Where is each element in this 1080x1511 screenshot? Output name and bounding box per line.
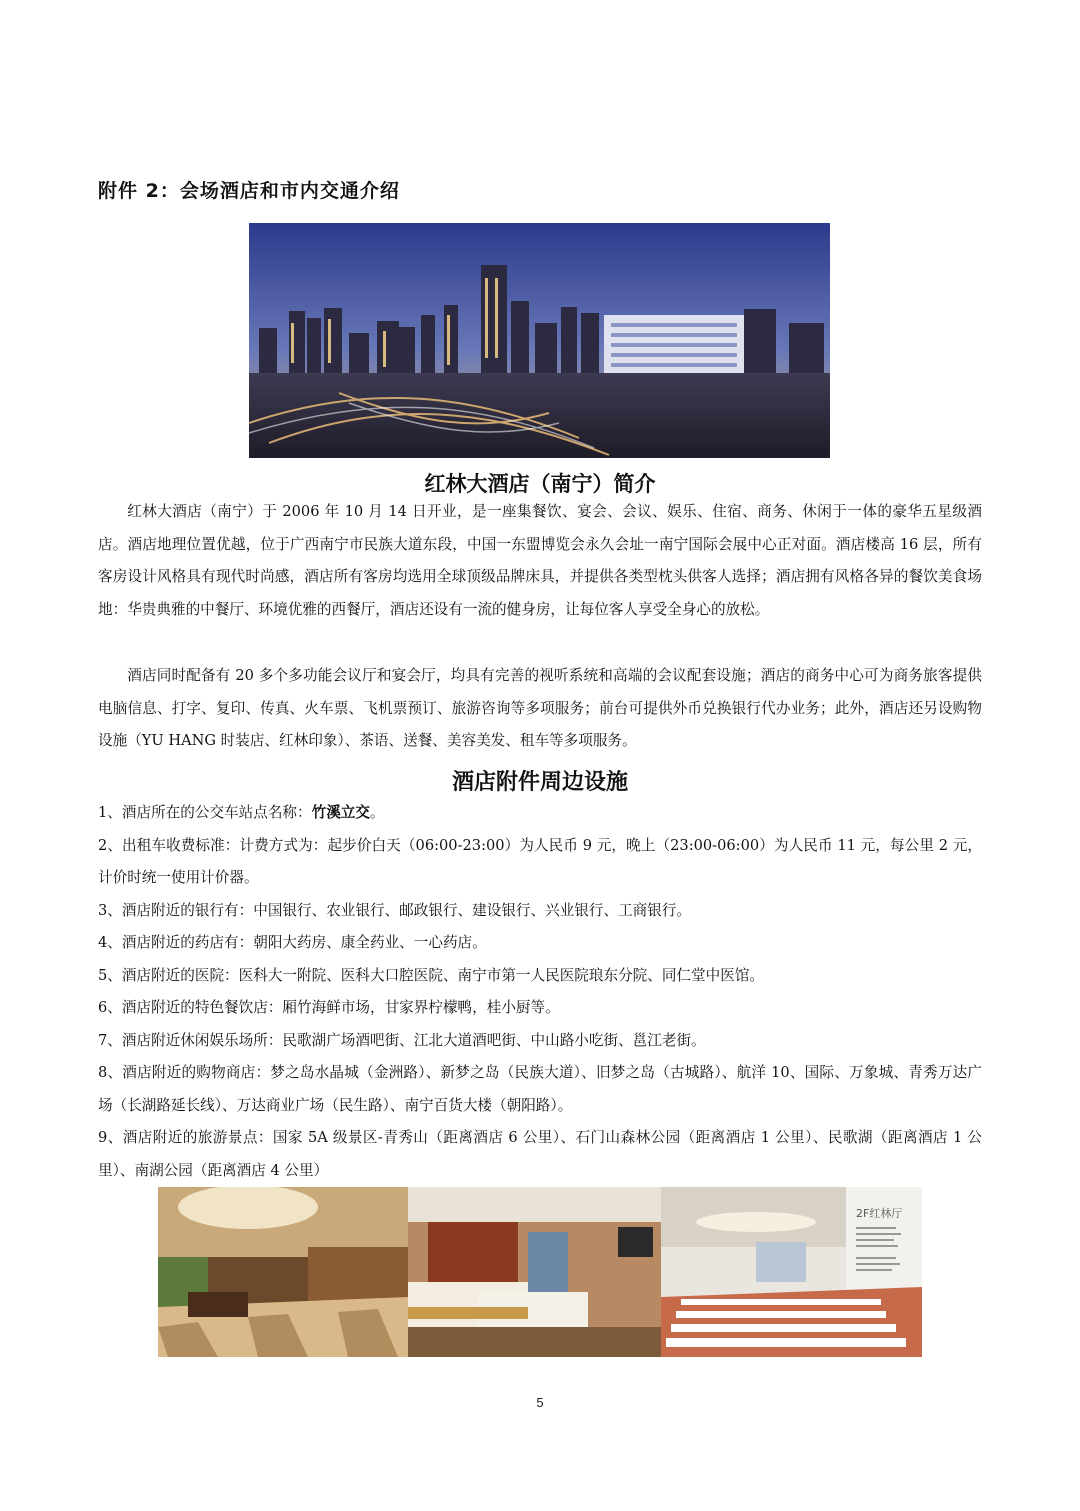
intro-title: 红林大酒店（南宁）简介 bbox=[424, 472, 656, 496]
bus-stop-name: 竹溪立交 bbox=[311, 804, 370, 821]
list-item: 4、酒店附近的药店有：朝阳大药房、康全药业、一心药店。 bbox=[98, 934, 487, 951]
hall-name-label: 2F红林厅 bbox=[856, 1207, 903, 1220]
list-item bbox=[98, 797, 982, 830]
list-item: 2、出租车收费标准：计费方式为：起步价白天（06:00-23:00）为人民币 9 元，晚上（23:00-06:00）为人民币 11 元，每公里 2 元，计价时统一使用计价器。 bbox=[98, 836, 982, 886]
list-item: 6、酒店附近的特色餐饮店：厢竹海鲜市场，甘家界柠檬鸭，桂小厨等。 bbox=[98, 999, 560, 1016]
bus-stop-label: 1、酒店所在的公交车站点名称： bbox=[98, 804, 312, 821]
list-item: 7、酒店附近休闲娱乐场所：民歌湖广场酒吧街、江北大道酒吧街、中山路小吃街、邕江老街。 bbox=[98, 1031, 706, 1049]
facilities-title: 酒店附件周边设施 bbox=[451, 770, 628, 795]
appendix-heading: 附件 2：会场酒店和市内交通介绍 bbox=[98, 180, 400, 202]
list-item: 3、酒店附近的银行有：中国银行、农业银行、邮政银行、建设银行、兴业银行、工商银行。 bbox=[98, 901, 692, 919]
page-number: 5 bbox=[536, 1395, 544, 1410]
list-item: 8、酒店附近的购物商店：梦之岛水晶城（金洲路）、新梦之岛（民族大道）、旧梦之岛（古城路）、航洋 10、国际、万象城、青秀万达广场（长湖路延长线）、万达商业广场（民生路）、南宁百货大楼（朝阳路）。 bbox=[98, 1064, 982, 1114]
facilities-list bbox=[98, 797, 982, 1187]
list-item: 5、酒店附近的医院：医科大一附院、医科大口腔医院、南宁市第一人民医院琅东分院、同仁堂中医馆。 bbox=[98, 966, 765, 984]
guest-room-photo bbox=[408, 1187, 661, 1357]
lobby-photo bbox=[158, 1187, 408, 1357]
meeting-hall-photo bbox=[661, 1187, 922, 1357]
intro-paragraph: 红林大酒店（南宁）于 2006 年 10 月 14 日开业，是一座集餐饮、宴会、会议、娱乐、住宿、商务、休闲于一体的豪华五星级酒店。酒店地理位置优越，位于广西南宁市民族大道东段，中国一东盟博览会永久会址一南宁国际会展中心正对面。酒店楼高 16 层，所有客房设计风格具有现代时尚感，酒店所有客房均选用全球顶级品牌床具，并提供各类型枕头供客人选择；酒店拥有风格各异的餐饮美食场地：华贵典雅的中餐厅、环境优雅的西餐厅，酒店还设有一流的健身房，让每位客人享受全身心的放松。 bbox=[98, 503, 982, 618]
hotel-skyline-photo bbox=[249, 223, 830, 458]
intro-paragraph: 酒店同时配备有 20 多个多功能会议厅和宴会厅，均具有完善的视听系统和高端的会议配套设施；酒店的商务中心可为商务旅客提供电脑信息、打字、复印、传真、火车票、飞机票预订、旅游咨询等多项服务；前台可提供外币兑换银行代办业务；此外，酒店还另设购物设施（YU HANG 时装店、红林印象）、茶语、送餐、美容美发、租车等多项服务。 bbox=[98, 667, 982, 749]
list-item: 9、酒店附近的旅游景点：国家 5A 级景区-青秀山（距离酒店 6 公里）、石门山森林公园（距离酒店 1 公里）、民歌湖（距离酒店 1 公里）、南湖公园（距离酒店 4 公里） bbox=[98, 1129, 982, 1179]
bus-stop-suffix: 。 bbox=[370, 804, 385, 821]
hotel-photo-row bbox=[158, 1187, 922, 1357]
